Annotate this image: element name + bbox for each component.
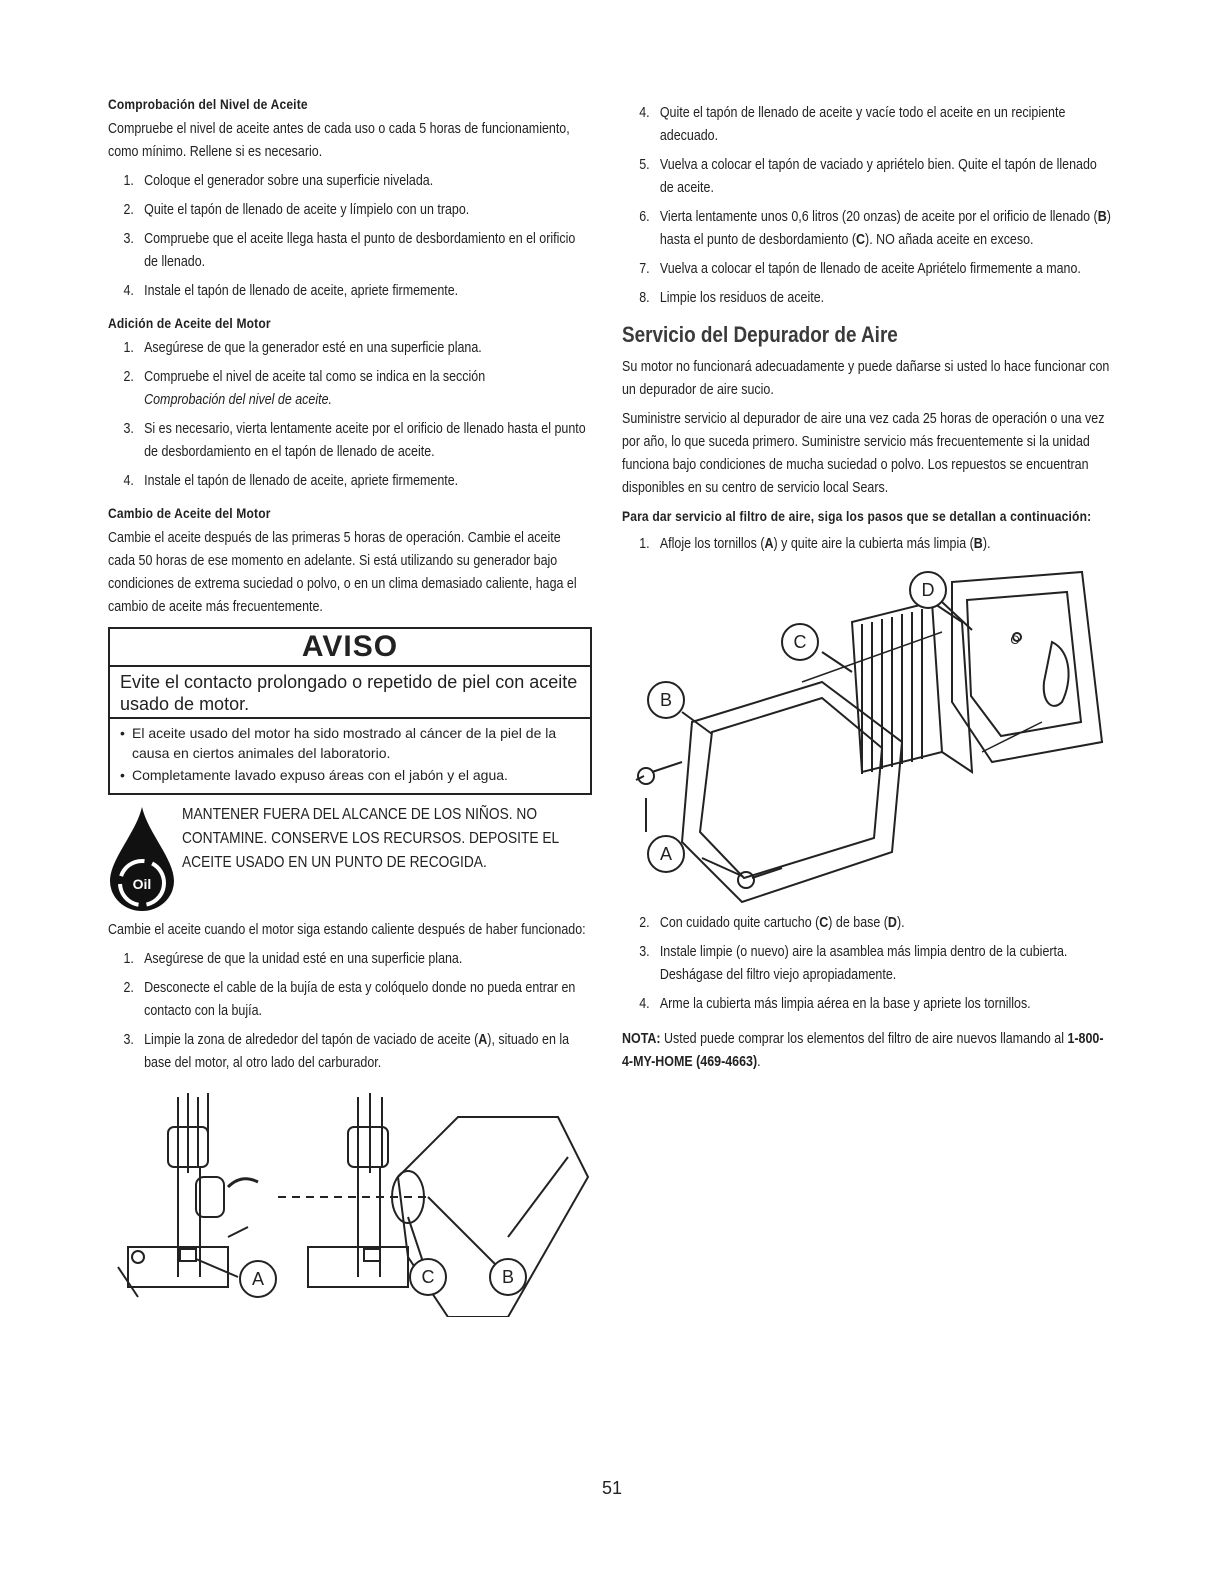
warning-lead: Evite el contacto prolongado o repetido de piel con aceite usado de motor. (110, 667, 590, 719)
list-item: 4. Arme la cubierta más limpia aérea en la base y apriete los tornillos. (639, 996, 1031, 1012)
base-mark-label: O (1010, 633, 1020, 647)
air-cleaner-steps-title: Para dar servicio al filtro de aire, siga los pasos que se detallan a continuación: (622, 508, 1092, 524)
air-cleaner-heading: Servicio del Depurador de Aire (622, 322, 898, 347)
callout-b-label: B (659, 690, 673, 710)
air-cleaner-illustration (622, 562, 1112, 912)
oil-change-steps-continued (622, 102, 1112, 310)
list-item: 4. Instale el tapón de llenado de aceite, apriete firmemente. (123, 473, 459, 489)
oil-change-text: Cambie el aceite después de las primeras 5 horas de operación. Cambie el aceite cada 50 horas de ese momento en adelante. Si está utilizando su generador bajo condiciones de extrema suciedad o polvo, o en un clima demasiado caliente, haga el cambio de aceite más frecuentemente. (108, 530, 577, 615)
list-item: 6. Vierta lentamente unos 0,6 litros (20 onzas) de aceite por el orificio de llenado (B) hasta el punto de desbordamiento (C). NO añada aceite en exceso. (639, 209, 1111, 248)
callout-c-label: C (793, 632, 807, 652)
air-cleaner-intro: Su motor no funcionará adecuadamente y puede dañarse si usted lo hace funcionar con un depurador de aire sucio. (622, 359, 1110, 398)
list-item: 1. Afloje los tornillos (A) y quite aire la cubierta más limpia (B). (639, 536, 991, 552)
list-item: 4. Instale el tapón de llenado de aceite, apriete firmemente. (123, 283, 459, 299)
callout-a-label: A (251, 1269, 265, 1289)
note-paragraph: NOTA: Usted puede comprar los elementos del filtro de aire nuevos llamando al 1-800-4-MY-HOME (469-4663). (622, 1031, 1104, 1070)
warning-title: AVISO (110, 629, 590, 667)
note-label: NOTA: (622, 1031, 661, 1047)
right-column (622, 96, 1112, 1080)
callout-c-label: C (421, 1267, 435, 1287)
list-item: 4. Quite el tapón de llenado de aceite y vacíe todo el aceite en un recipiente adecuado. (639, 105, 1066, 144)
oil-change-steps (108, 948, 590, 1075)
page-number: 51 (601, 1478, 623, 1498)
air-cleaner-steps-continued (622, 912, 1112, 1016)
recycle-logo-text: Oil (132, 876, 152, 892)
list-item: 1. Asegúrese de que la unidad esté en una superficie plana. (123, 951, 463, 967)
warning-bullets (110, 719, 590, 793)
section-title-oil-change: Cambio de Aceite del Motor (108, 505, 271, 521)
phone-number: 1-800-4-MY-HOME (469-4663) (622, 1031, 1104, 1070)
list-item: 2. Compruebe el nivel de aceite tal como se indica en la sección Comprobación del nivel de aceite. (123, 369, 486, 408)
adding-oil-steps (108, 337, 590, 493)
list-item: 5. Vuelva a colocar el tapón de vaciado y apriételo bien. Quite el tapón de llenado de aceite. (639, 157, 1097, 196)
section-reference: Comprobación del nivel de aceite. (144, 392, 332, 408)
list-item: 2. Quite el tapón de llenado de aceite y límpielo con un trapo. (123, 202, 470, 218)
list-item: 2. Desconecte el cable de la bujía de esta y colóquelo donde no pueda entrar en contacto con la bujía. (123, 980, 576, 1019)
warning-bullet: • Completamente lavado expuso áreas con el jabón y el agua. (118, 765, 582, 785)
section-title-oil-level: Comprobación del Nivel de Aceite (108, 96, 308, 112)
warning-bullet: • El aceite usado del motor ha sido mostrado al cáncer de la piel de la causa en ciertos animales del laboratorio. (118, 723, 582, 763)
callout-d-label: D (921, 580, 935, 600)
list-item: 2. Con cuidado quite cartucho (C) de base (D). (639, 915, 905, 931)
change-intro: Cambie el aceite cuando el motor siga estando caliente después de haber funcionado: (108, 922, 586, 938)
air-cleaner-service: Suministre servicio al depurador de aire una vez cada 25 horas de operación o una vez por año, lo que suceda primero. Suministre servicio más frecuentemente si la unidad funciona bajo condiciones de mucha suciedad o polvo. Los repuestos se encuentran disponibles en su centro de servicio local Sears. (622, 411, 1105, 496)
recycle-notice (108, 803, 590, 919)
warning-box (108, 627, 592, 795)
left-column (108, 96, 590, 1317)
list-item: 3. Instale limpie (o nuevo) aire la asamblea más limpia dentro de la cubierta. Deshágase del filtro viejo apropiadamente. (639, 944, 1068, 983)
list-item: 1. Asegúrese de que la generador esté en una superficie plana. (123, 340, 482, 356)
recycle-text: MANTENER FUERA DEL ALCANCE DE LOS NIÑOS. NO CONTAMINE. CONSERVE LOS RECURSOS. DEPOSITE EL ACEITE USADO EN UN PUNTO DE RECOGIDA. (182, 806, 559, 871)
list-item: 3. Limpie la zona de alrededor del tapón de vaciado de aceite (A), situado en la base del motor, al otro lado del carburador. (123, 1032, 570, 1071)
callout-b-label: B (501, 1267, 515, 1287)
oil-drain-illustration (108, 1087, 590, 1317)
list-item: 3. Compruebe que el aceite llega hasta el punto de desbordamiento en el orificio de llenado. (123, 231, 576, 270)
air-cleaner-steps (622, 533, 1112, 556)
list-item: 3. Si es necesario, vierta lentamente aceite por el orificio de llenado hasta el punto de desbordamiento en el tapón de llenado de aceite. (123, 421, 586, 460)
list-item: 7. Vuelva a colocar el tapón de llenado de aceite Apriételo firmemente a mano. (639, 261, 1081, 277)
oil-level-intro: Compruebe el nivel de aceite antes de cada uso o cada 5 horas de funcionamiento, como mínimo. Rellene si es necesario. (108, 121, 570, 160)
list-item: 8. Limpie los residuos de aceite. (639, 290, 825, 306)
list-item: 1. Coloque el generador sobre una superficie nivelada. (123, 173, 434, 189)
callout-a-label: A (659, 844, 673, 864)
oil-recycle-drop-icon (108, 803, 176, 913)
section-title-adding-oil: Adición de Aceite del Motor (108, 315, 271, 331)
oil-level-steps (108, 170, 590, 303)
